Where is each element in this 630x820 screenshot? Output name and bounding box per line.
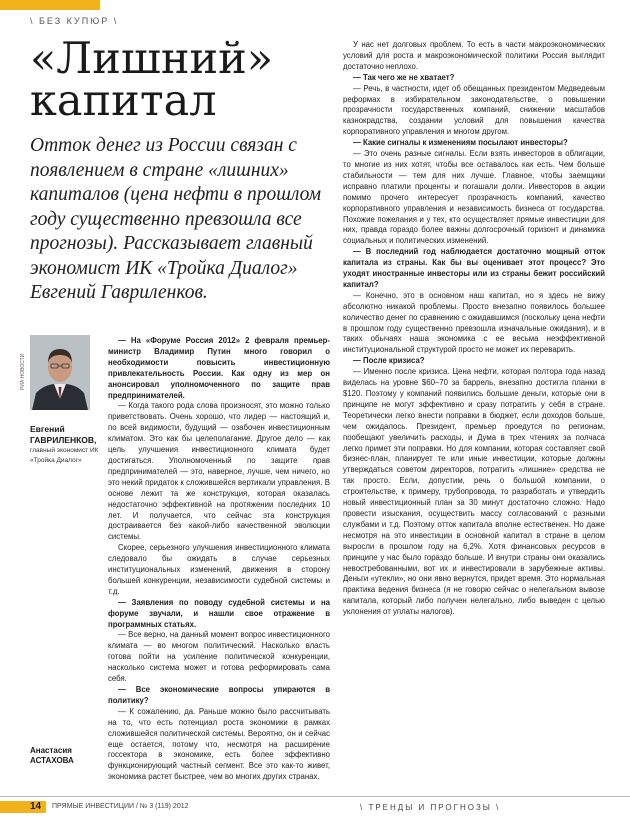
article-paragraph: Скорее, серьезного улучшения инвестиционного климата следовало бы ожидать в случае серьезных институциональных изменений, движения в сторону большей конкуренции, независимости судебной системы и т.д. <box>108 543 330 596</box>
article-paragraph: — На «Форуме Россия 2012» 2 февраля премьер-министр Владимир Путин много говорил о необходимости повысить инвестиционную привлекательность России. Как одну из мер он анонсировал уполномоченного по защите прав предпринимателей. <box>108 336 330 400</box>
article-paragraph: — После кризиса? <box>353 356 425 366</box>
lead-paragraph: Отток денег из России связан с появлением в стране «лишних» капиталов (цена нефти в прошлом году существенно превзошла все прогнозы). Рассказывает главный экономист ИК «Тройка Диалог» Евгений Гавриленков. <box>30 135 322 303</box>
article-paragraph: — В последний год наблюдается достаточно мощный отток капитала из страны. Как бы вы оценивает этот процесс? Это уходят иностранные инвесторы или из страны бежит российский капитал? <box>343 247 605 289</box>
article-column-left <box>108 336 330 783</box>
interviewee-name: Евгений ГАВРИЛЕНКОВ, <box>30 424 97 445</box>
photo-credit: РИА НОВОСТИ <box>20 353 26 390</box>
article-paragraph: — Все экономические вопросы упираются в политику? <box>108 685 330 705</box>
headline: «Лишний» капитал <box>30 34 274 126</box>
byline <box>30 746 74 766</box>
article-paragraph: — Так чего же не хватает? <box>353 72 455 82</box>
article-column-right <box>343 40 605 618</box>
section-name: \ ТРЕНДЫ И ПРОГНОЗЫ \ <box>360 803 501 812</box>
article-paragraph: — Конечно, это в основном наш капитал, но я здесь не вижу абсолютно никакой проблемы. Просто внезапно появилось большее количество денег по сравнению с ожидавшимся (поскольку цена нефти в прошлом году существенно превзошла изначальные ожидания), и в таких обычаях наша экономика с ее весьма неэффективной институциональной структурой просто не может их переварить. <box>343 290 605 355</box>
article-paragraph: — Именно после кризиса. Цена нефти, которая полтора года назад виделась на уровне $60–70 за баррель, внезапно достигла планки в $120. Поэтому у компаний появились большие деньги, которые они в принципе не могут эффективно и сразу потратить у себя в стране. Теоретически легко внести поправки в бюджет, если доходов больше, чем ожидалось. Президент, премьер проедутся по регионам, пообещают увеличить расходы, и Дума в трех чтениях за полчаса легко примет эти поправки. Но для компании, которая составляет свой бизнес-план, планирует те или иные инвестиции, которые должны утверждаться советом директоров, потратить «лишние» средства не так просто. Если, допустим, речь о большой компании, о строительстве, к примеру, трубопровода, то разработать и утвердить новый инвестиционный план за 30 минут достаточно сложно. Надо провести изыскания, осуществить массу согласований с разными службами и т.д. Поэтому отток капитала вполне естественен. Но даже несмотря на это инвестиции в основной капитал в стране в целом выросли в прошлом году на 6,2%. Хотя финансовых ресурсов в принципе у нас было гораздо больше. И внутри страны они оказались невостребованными, вот их и инвестировали в зарубежные активы. Деньги «утекли», но они явно вернутся, придет время. Это нормальная практика ведения бизнеса (я не говорю сейчас о нелегальном вывозе капитала, который либо получен нелегально, либо выведен с целью уклонения от уплаты налогов). <box>343 367 605 617</box>
article-paragraph: — Заявления по поводу судебной системы и на форуме звучали, и нашли свое отражение в программных статьях. <box>108 597 330 629</box>
article-paragraph: — Когда такого рода слова произносят, это можно только приветствовать. Очень хорошо, что лидер — настоящий и, по всей видимости, будущий — озабочен инвестиционным климатом. Это как бы целеполагание. Другое дело — как цель улучшения инвестиционного климата будет достигаться. Уполномоченный по защите прав предпринимателей — это, наверное, лучше, чем ничего, но это некий придаток к сложившейся вертикали управления. В основе лежит та же конструкция, которая оказалась недостаточно эффективной на протяжении последних 10 лет. И получается, что сейчас эта конструкция достраивается без какой-либо качественной эволюции системы. <box>108 401 330 542</box>
byline-first-name: Анастасия <box>30 746 72 755</box>
interviewee-caption <box>30 424 100 466</box>
footer-divider <box>0 796 630 797</box>
portrait-illustration <box>30 335 90 410</box>
article-paragraph: — Какие сигналы к изменениям посылают инвесторы? <box>353 138 568 148</box>
rubric-label: \ БЕЗ КУПЮР \ <box>30 16 119 26</box>
portrait-photo <box>30 335 90 410</box>
magazine-issue: ПРЯМЫЕ ИНВЕСТИЦИИ / № 3 (119) 2012 <box>52 803 189 810</box>
article-paragraph: — Речь, в частности, идет об обещанных президентом Медведевым реформах в избирательном законодательстве, о повышении прозрачности государственных компаний, снижении масштабов казнокрадства, создании условий для повышения качества корпоративного управления и многом другом. <box>343 83 605 137</box>
article-paragraph: — Это очень разные сигналы. Если взять инвесторов в облигации, то многие из них хотят, чтобы все оставалось как есть. Чем больше стабильности — тем для них лучше. Главное, чтобы заемщики исправно платили проценты и погашали долги. Инвесторов в акции помимо прочего интересует прозрачность компаний, качество корпоративного управления и независимость бизнеса от государства. Похожие пожелания и у тех, кто осуществляет прямые инвестиции для них, правда гораздо более важны долгосрочный горизонт и динамика социальных и политических изменений. <box>343 149 605 246</box>
article-paragraph: — К сожалению, да. Раньше можно было рассчитывать на то, что есть потенциал роста экономики в рамках сложившейся политической системы. Вероятно, он и сейчас еще остается, потому что, несмотря на расширение госсектора в экономике, есть более эффективно функционирующий частный сегмент. Все это как-то живет, экономика растет быстрее, чем во многих других странах. <box>108 706 330 782</box>
article-paragraph: — Все верно, на данный момент вопрос инвестиционного климата — во многом политический. Насколько власть готова пойти на усиление политической конкуренции, насколько система может и готова реформировать сама себя. <box>108 630 330 684</box>
rubric-bar <box>0 0 100 10</box>
page-number: 14 <box>0 801 46 813</box>
interviewee-title: главный экономист ИК «Тройка Диалог» <box>30 447 99 464</box>
byline-last-name: АСТАХОВА <box>30 756 74 765</box>
article-paragraph: У нас нет долговых проблем. То есть в части макроэкономических условий для роста и макроэкономической политики Россия выглядит достаточно неплохо. <box>343 40 605 71</box>
